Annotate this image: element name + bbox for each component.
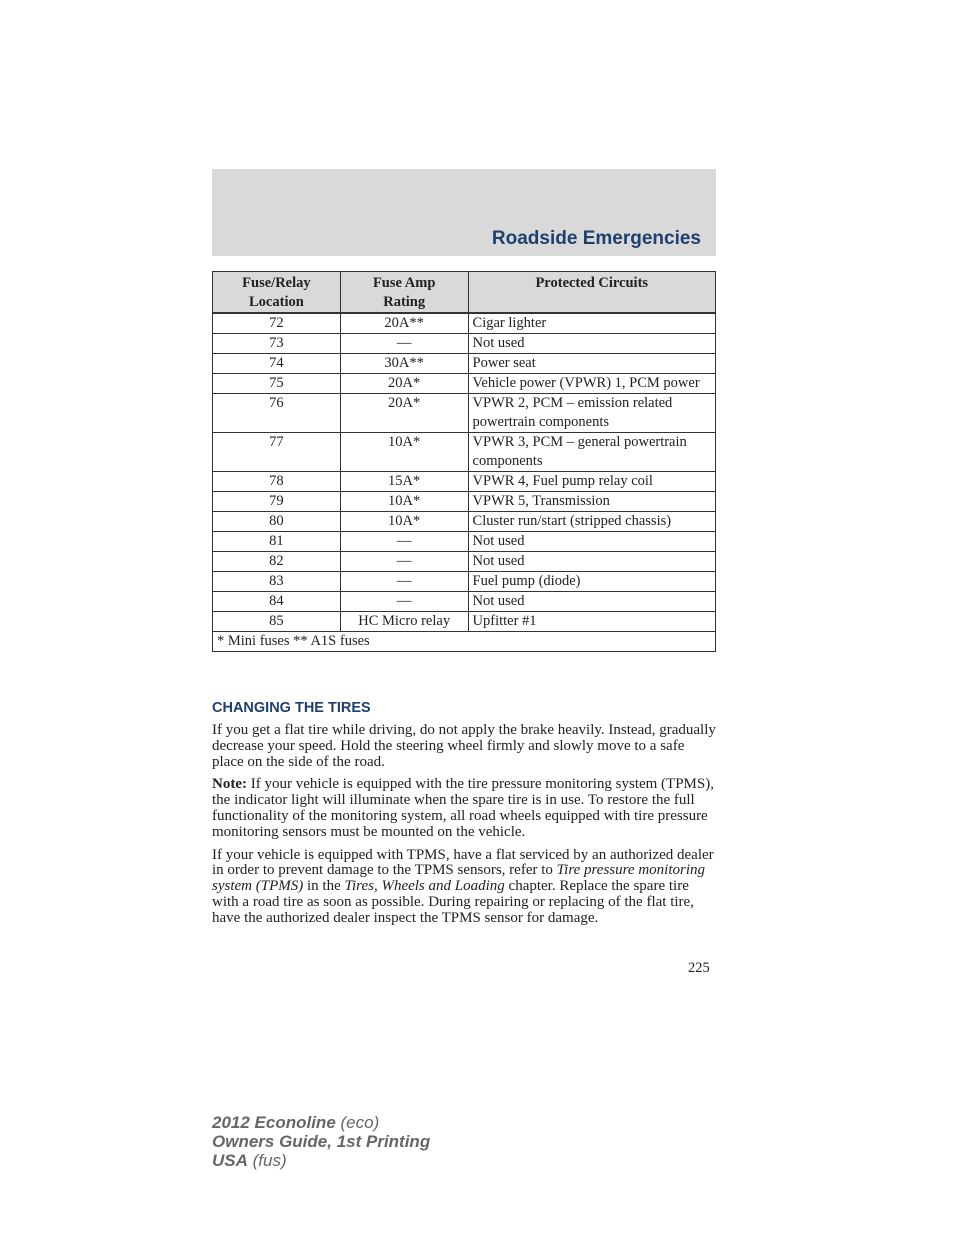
cell-location: 84 (213, 592, 341, 612)
cell-protected-circuits: Power seat (468, 354, 715, 374)
cell-protected-circuits: Fuel pump (diode) (468, 572, 715, 592)
footer-edition: Owners Guide, 1st Printing (212, 1132, 431, 1151)
table-row (213, 472, 716, 492)
table-row (213, 532, 716, 552)
cell-protected-circuits: VPWR 2, PCM – emission related powertrain components (468, 394, 715, 433)
cell-protected-circuits: Not used (468, 592, 715, 612)
table-row (213, 612, 716, 632)
chapter-reference-link: Tires, Wheels and Loading (344, 878, 505, 895)
cell-protected-circuits: VPWR 3, PCM – general powertrain components (468, 433, 715, 472)
cell-amp-rating: 10A* (340, 433, 468, 472)
fuse-table-footnote-row (213, 632, 716, 652)
section-title: CHANGING THE TIRES (212, 700, 371, 716)
fuse-table-body (213, 313, 716, 632)
section-header-title: Roadside Emergencies (491, 228, 701, 249)
paragraph-note (212, 777, 716, 840)
table-row (213, 572, 716, 592)
table-row (213, 492, 716, 512)
cell-location: 77 (213, 433, 341, 472)
paragraph-tpms (212, 848, 716, 927)
cell-location: 79 (213, 492, 341, 512)
cell-location: 75 (213, 374, 341, 394)
cell-amp-rating: 15A* (340, 472, 468, 492)
tpms-text-a: If your vehicle is equipped with TPMS, have a flat serviced by an authorized dealer in order to prevent damage to the TPMS sensors, refer to (212, 846, 714, 879)
fuse-table-footnote: * Mini fuses ** A1S fuses (213, 632, 716, 652)
column-header-amp-rating: Fuse Amp Rating (340, 272, 468, 314)
column-header-location: Fuse/Relay Location (213, 272, 341, 314)
fuse-table-header-row (213, 272, 716, 314)
table-row (213, 592, 716, 612)
document-footer (212, 1113, 430, 1170)
cell-location: 74 (213, 354, 341, 374)
column-header-protected-circuits: Protected Circuits (468, 272, 715, 314)
cell-protected-circuits: Not used (468, 532, 715, 552)
cell-location: 76 (213, 394, 341, 433)
body-text (212, 723, 716, 934)
cell-location: 82 (213, 552, 341, 572)
header-band (212, 169, 716, 256)
cell-protected-circuits: Not used (468, 552, 715, 572)
cell-location: 78 (213, 472, 341, 492)
footer-market-code: (fus) (247, 1151, 287, 1170)
cell-amp-rating: 10A* (340, 492, 468, 512)
cell-protected-circuits: Upfitter #1 (468, 612, 715, 632)
cell-amp-rating: 20A** (340, 313, 468, 334)
table-row (213, 334, 716, 354)
cell-location: 85 (213, 612, 341, 632)
cell-amp-rating: — (340, 572, 468, 592)
footer-line-1 (212, 1113, 430, 1132)
tpms-reference-link: Tire pressure monitoring system (TPMS) (212, 862, 706, 895)
note-text: If your vehicle is equipped with the tire pressure monitoring system (TPMS), the indicator light will illuminate when the spare tire is in use. To restore the full functionality of the monitoring system, all road wheels equipped with tire pressure monitoring sensors must be mounted on the vehicle. (212, 776, 714, 840)
cell-amp-rating: 20A* (340, 394, 468, 433)
cell-protected-circuits: Not used (468, 334, 715, 354)
table-row (213, 433, 716, 472)
cell-amp-rating: 30A** (340, 354, 468, 374)
cell-location: 80 (213, 512, 341, 532)
cell-protected-circuits: VPWR 4, Fuel pump relay coil (468, 472, 715, 492)
table-row (213, 354, 716, 374)
cell-location: 72 (213, 313, 341, 334)
cell-protected-circuits: Cigar lighter (468, 313, 715, 334)
table-row (213, 313, 716, 334)
cell-location: 81 (213, 532, 341, 552)
cell-protected-circuits: Vehicle power (VPWR) 1, PCM power (468, 374, 715, 394)
cell-amp-rating: HC Micro relay (340, 612, 468, 632)
cell-protected-circuits: VPWR 5, Transmission (468, 492, 715, 512)
footer-market: USA (212, 1151, 248, 1170)
footer-model-code: (eco) (335, 1113, 380, 1132)
cell-protected-circuits: Cluster run/start (stripped chassis) (468, 512, 715, 532)
footer-line-2 (212, 1132, 430, 1151)
table-row (213, 512, 716, 532)
table-row (213, 394, 716, 433)
cell-amp-rating: 20A* (340, 374, 468, 394)
tpms-text-c: chapter. Replace the spare tire with a road tire as soon as possible. During repairing or replacing of the flat tire, have the authorized dealer inspect the TPMS sensor for damage. (212, 878, 694, 926)
table-row (213, 374, 716, 394)
fuse-table (212, 271, 716, 652)
cell-amp-rating: — (340, 592, 468, 612)
table-row (213, 552, 716, 572)
cell-amp-rating: — (340, 532, 468, 552)
cell-location: 83 (213, 572, 341, 592)
cell-amp-rating: — (340, 552, 468, 572)
footer-line-3 (212, 1151, 430, 1170)
footer-model: 2012 Econoline (212, 1113, 336, 1132)
note-label: Note: (212, 776, 247, 793)
tpms-text-b: in the (303, 878, 345, 895)
cell-location: 73 (213, 334, 341, 354)
cell-amp-rating: — (340, 334, 468, 354)
page-number: 225 (688, 960, 710, 976)
cell-amp-rating: 10A* (340, 512, 468, 532)
paragraph-flat-tire: If you get a flat tire while driving, do not apply the brake heavily. Instead, gradually decrease your speed. Hold the steering wheel firmly and slowly move to a safe place on the side of the road. (212, 722, 716, 770)
